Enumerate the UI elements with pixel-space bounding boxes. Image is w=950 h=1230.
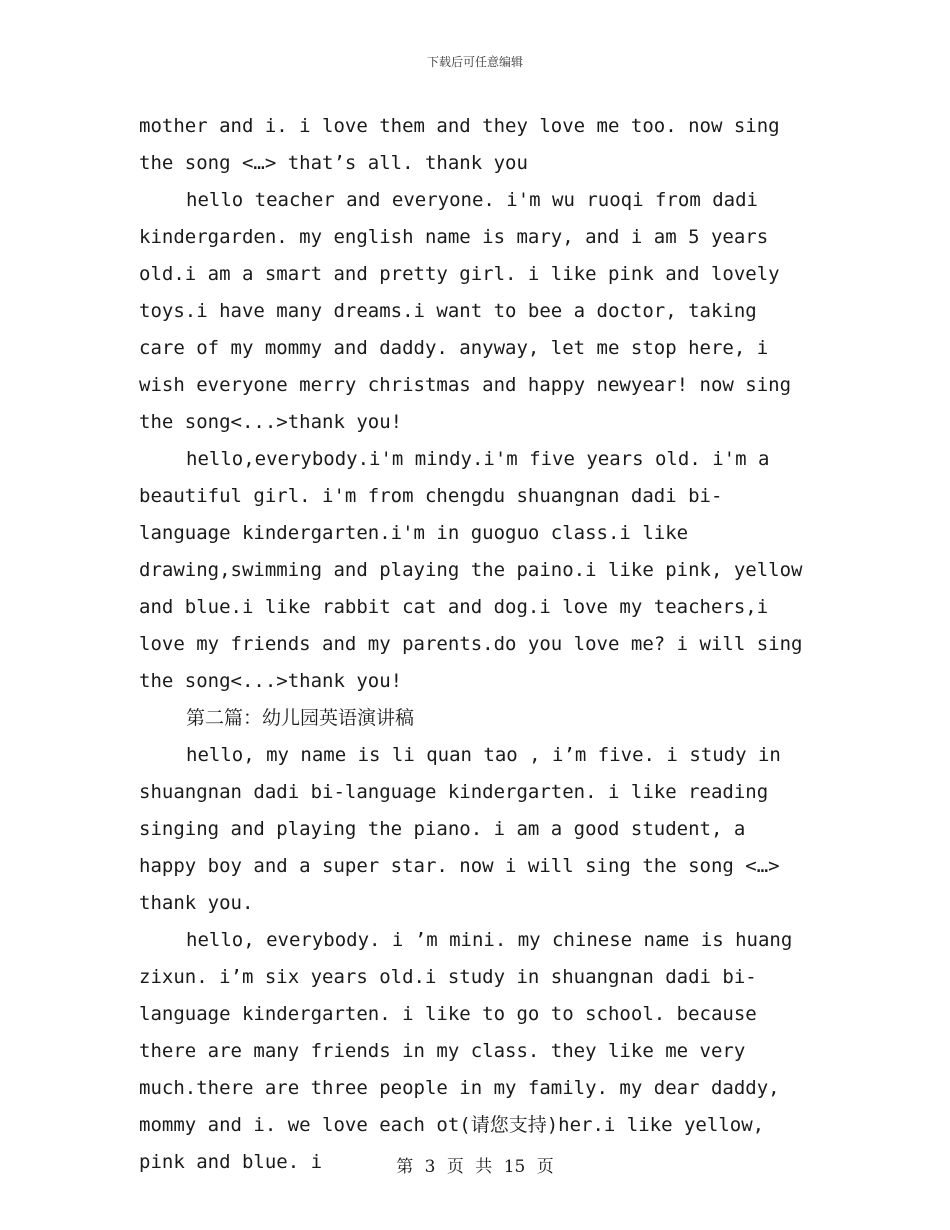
paragraph-3: hello,everybody.i'm mindy.i'm five years old. i'm a beautiful girl. i'm from chengdu shuangnan dadi bi-language kindergarten.i'm in guoguo class.i like drawing,swimming and playing the paino.i like pink, yellow and blue.i like rabbit cat and dog.i love my teachers,i love my friends and my parents.do you love me? i will sing the song<...>thank you! (139, 448, 814, 692)
document-body (139, 108, 814, 1181)
page-footer: 第 3 页 共 15 页 (396, 1157, 554, 1177)
paragraph-4: hello, my name is li quan tao , i’m five. i study in shuangnan dadi bi-language kindergarten. i like reading singing and playing the piano. i am a good student, a happy boy and a super star. now i will sing the song <…> thank you. (139, 744, 793, 914)
paragraph-5: hello, everybody. i ’m mini. my chinese name is huang zixun. i’m six years old.i study in shuangnan dadi bi-language kindergarten. i like to go to school. because there are many friends in my class. they like me very much.there are three people in my family. my dear daddy, mommy and i. we love each ot(请您支持)her.i like yellow, pink and blue. i (139, 929, 804, 1173)
paragraph-2: hello teacher and everyone. i'm wu ruoqi from dadi kindergarden. my english name is mary, and i am 5 years old.i am a smart and pretty girl. i like pink and lovely toys.i have many dreams.i want to bee a doctor, taking care of my mommy and daddy. anyway, let me stop here, i wish everyone merry christmas and happy newyear! now sing the song<...>thank you! (139, 189, 803, 433)
page-header: 下载后可任意编辑 (426, 55, 523, 69)
section-heading: 第二篇：幼儿园英语演讲稿 (186, 707, 415, 729)
paragraph-1: mother and i. i love them and they love me too. now sing the song <…> that’s all. thank you (139, 115, 792, 174)
